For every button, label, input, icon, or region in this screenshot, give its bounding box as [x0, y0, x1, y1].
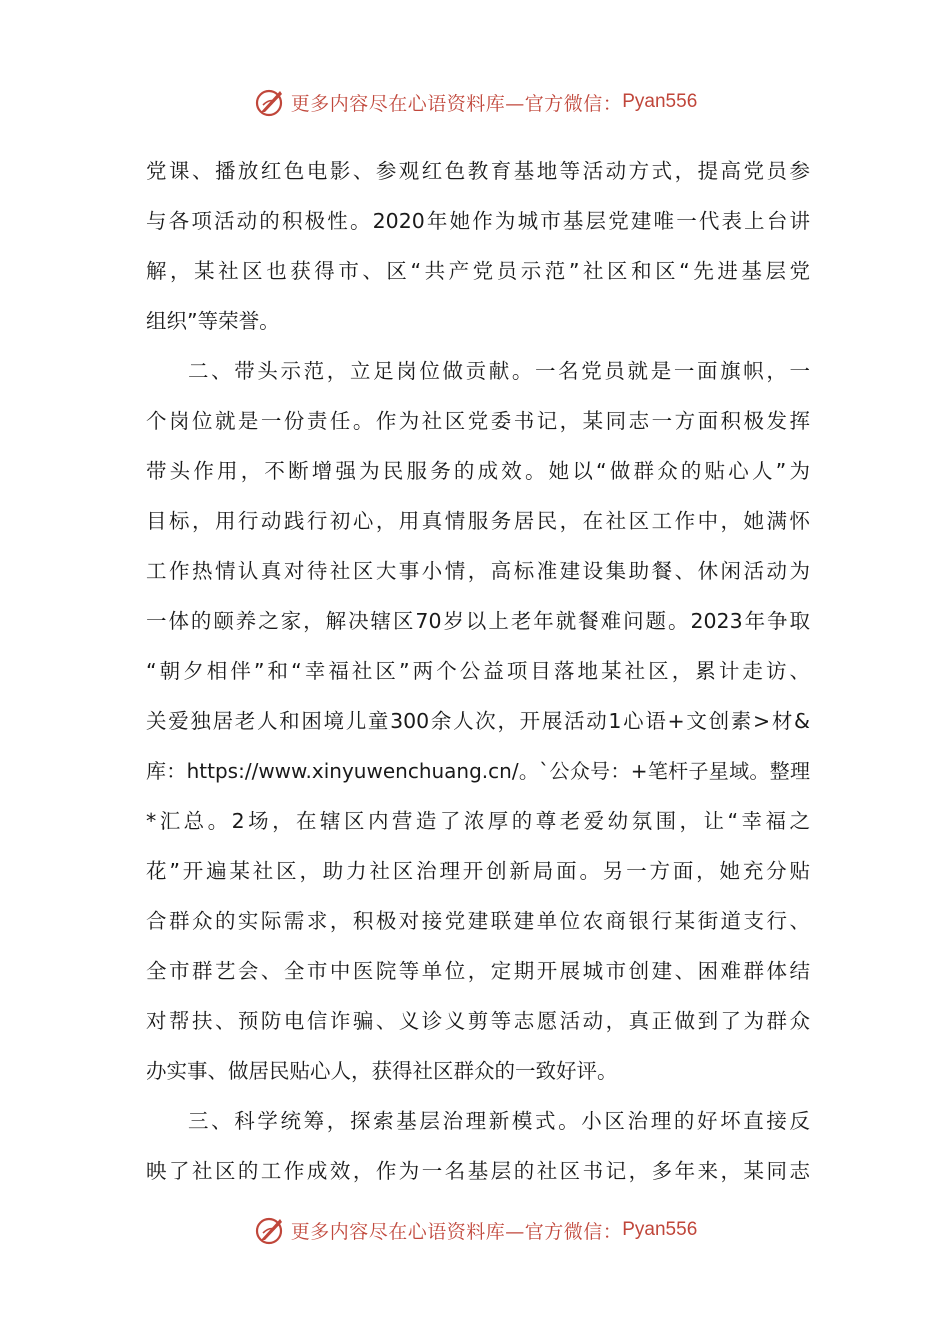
body-line: 带头作用，不断增强为民服务的成效。她以“做群众的贴心人”为 [146, 459, 810, 483]
header-wechat-id: Pyan556 [622, 91, 698, 112]
body-line: 合群众的实际需求，积极对接党建联建单位农商银行某街道支行、 [146, 909, 810, 933]
footer-wechat-id: Pyan556 [622, 1219, 698, 1240]
body-line: 关爱独居老人和困境儿童300余人次，开展活动1心语+文创素>材& [146, 709, 810, 733]
body-line: 对帮扶、预防电信诈骗、义诊义剪等志愿活动，真正做到了为群众 [146, 1009, 810, 1033]
body-line: 目标，用行动践行初心，用真情服务居民，在社区工作中，她满怀 [146, 509, 810, 533]
body-line: 花”开遍某社区，助力社区治理开创新局面。另一方面，她充分贴 [146, 859, 810, 883]
body-line: 三、科学统筹，探索基层治理新模式。小区治理的好坏直接反 [188, 1109, 810, 1133]
footer-banner [0, 1210, 950, 1250]
body-line: 二、带头示范，立足岗位做贡献。一名党员就是一面旗帜，一 [188, 359, 810, 383]
quill-logo-icon [253, 1213, 287, 1247]
body-line: 映了社区的工作成效，作为一名基层的社区书记，多年来，某同志 [146, 1159, 810, 1183]
body-line: 办实事、做居民贴心人，获得社区群众的一致好评。 [146, 1059, 618, 1083]
quill-logo-icon [253, 85, 287, 119]
footer-site-text: 更多内容尽在心语资料库—官方微信： [290, 1220, 623, 1243]
header-banner [0, 82, 950, 122]
body-line: 解，某社区也获得市、区“共产党员示范”社区和区“先进基层党 [146, 259, 810, 283]
body-line: 一体的颐养之家，解决辖区70岁以上老年就餐难问题。2023年争取 [146, 609, 810, 633]
body-line: 党课、播放红色电影、参观红色教育基地等活动方式，提高党员参 [146, 159, 810, 183]
body-line: “朝夕相伴”和“幸福社区”两个公益项目落地某社区，累计走访、 [146, 659, 810, 683]
body-line: 工作热情认真对待社区大事小情，高标准建设集助餐、休闲活动为 [146, 559, 810, 583]
body-line: 个岗位就是一份责任。作为社区党委书记，某同志一方面积极发挥 [146, 409, 810, 433]
body-line: 全市群艺会、全市中医院等单位，定期开展城市创建、困难群体结 [146, 959, 810, 983]
body-line: *汇总。2场，在辖区内营造了浓厚的尊老爱幼氛围，让“幸福之 [146, 809, 810, 833]
body-line: 库：https://www.xinyuwenchuang.cn/。`公众号：+笔杆子星域。整理 [146, 759, 810, 783]
body-line: 与各项活动的积极性。2020年她作为城市基层党建唯一代表上台讲 [146, 209, 810, 233]
body-line: 组织”等荣誉。 [146, 309, 280, 333]
document-body [146, 146, 810, 1196]
header-site-text: 更多内容尽在心语资料库—官方微信： [290, 92, 623, 115]
